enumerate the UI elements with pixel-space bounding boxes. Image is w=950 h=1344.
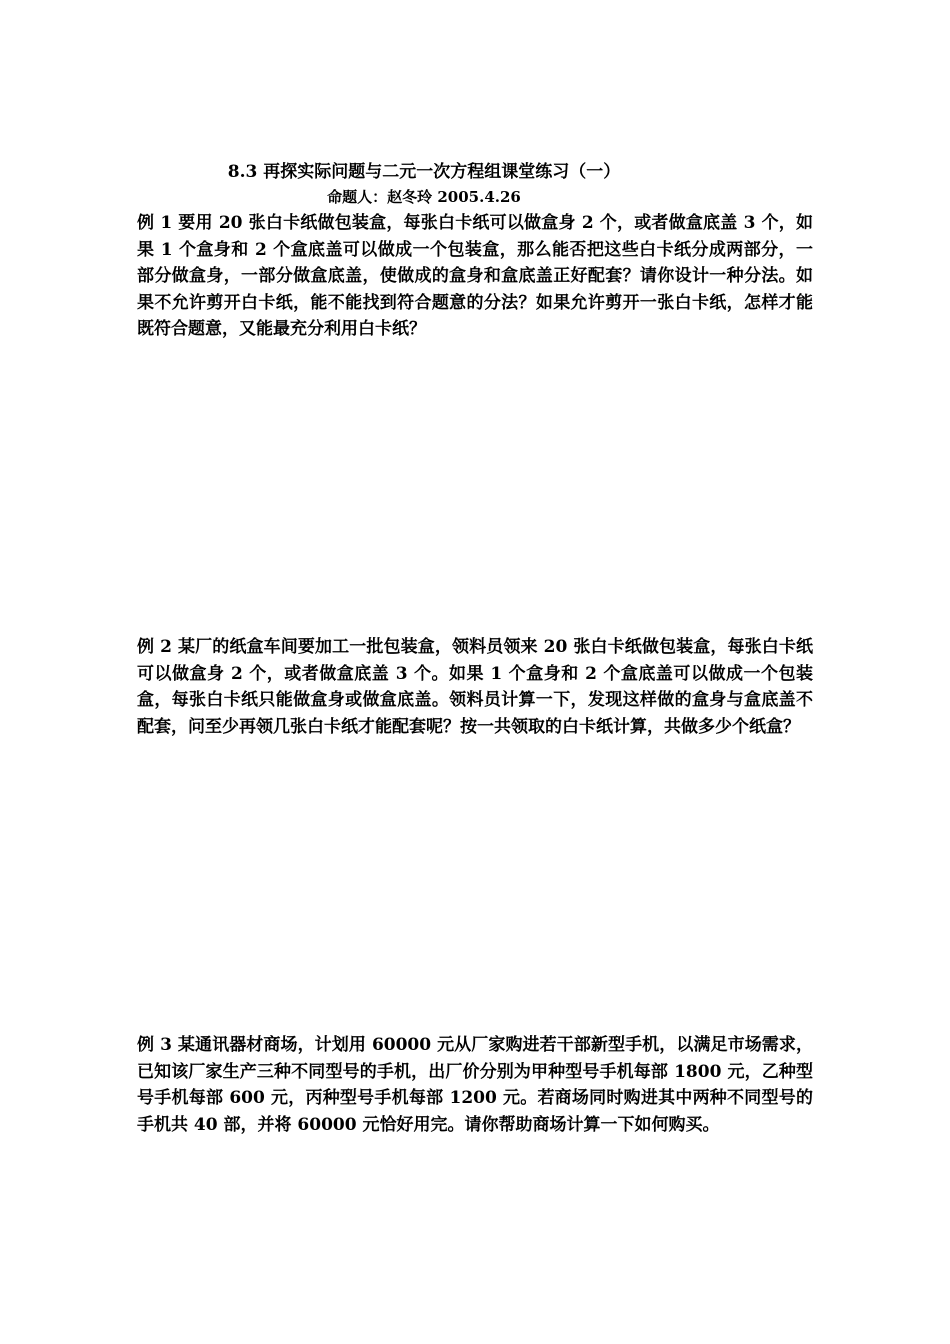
problem-3: 例 3 某通讯器材商场，计划用 60000 元从厂家购进若干部新型手机，以满足市场需求，已知该厂家生产三种不同型号的手机，出厂价分别为甲种型号手机每部 1800 元，乙种型号手机每部 600 元，丙种型号手机每部 1200 元。若商场同时购进其中两种不同型号的手机共 40 部，并将 60000 元恰好用完。请你帮助商场计算一下如何购买。	[137, 1035, 813, 1135]
problem-2: 例 2 某厂的纸盒车间要加工一批包装盒，领料员领来 20 张白卡纸做包装盒，每张白卡纸可以做盒身 2 个，或者做盒底盖 3 个。如果 1 个盒身和 2 个盒底盖可以做成一个包装盒，每张白卡纸只能做盒身或做盒底盖。领料员计算一下，发现这样做的盒身与盒底盖不配套，问至少再领几张白卡纸才能配套呢？按一共领取的白卡纸计算，共做多少个纸盒？	[137, 637, 813, 737]
author-line: 命题人：赵冬玲 2005.4.26	[327, 188, 521, 206]
problem-1: 例 1 要用 20 张白卡纸做包装盒，每张白卡纸可以做盒身 2 个，或者做盒底盖 3 个，如果 1 个盒身和 2 个盒底盖可以做成一个包装盒，那么能否把这些白卡纸分成两部分，一部分做盒身，一部分做盒底盖，使做成的盒身和盒底盖正好配套？请你设计一种分法。如果不允许剪开白卡纸，能不能找到符合题意的分法？如果允许剪开一张白卡纸，怎样才能既符合题意，又能最充分利用白卡纸？	[137, 213, 813, 339]
page-title: 8.3 再探实际问题与二元一次方程组课堂练习（一）	[227, 162, 621, 182]
